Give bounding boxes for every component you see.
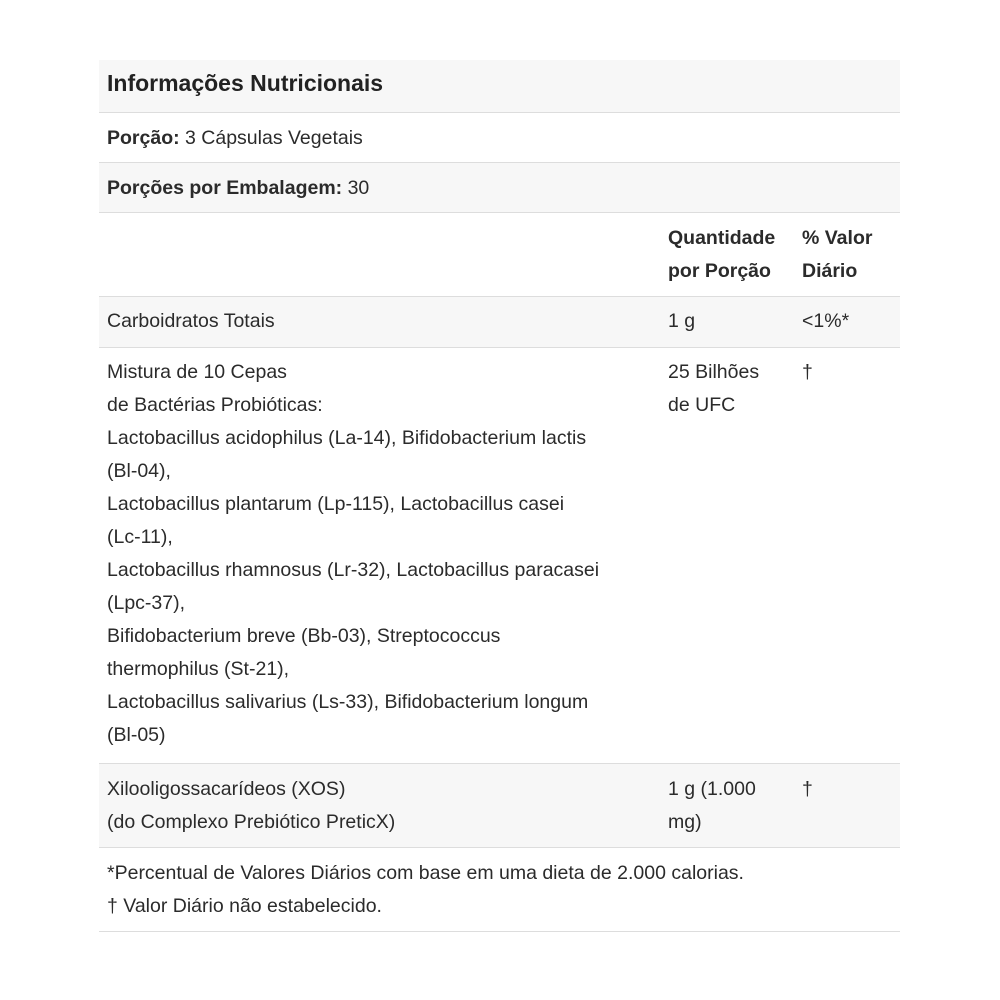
serving-size-value: 3 Cápsulas Vegetais bbox=[179, 127, 363, 149]
nutrient-name-line: Lactobacillus rhamnosus (Lr-32), Lactobacillus paracasei bbox=[107, 559, 600, 581]
nutrient-name-line: de Bactérias Probióticas: bbox=[107, 394, 323, 416]
nutrient-name bbox=[99, 305, 661, 347]
column-header-name bbox=[99, 222, 661, 296]
nutrient-name-line: (Lpc-37), bbox=[107, 592, 186, 614]
nutrient-name-line: Lactobacillus salivarius (Ls-33), Bifidobacterium longum bbox=[107, 691, 589, 713]
column-header-dv-line: % Valor bbox=[802, 227, 873, 249]
table-title: Informações Nutricionais bbox=[107, 70, 384, 96]
nutrient-name-line: Bifidobacterium breve (Bb-03), Streptococcus bbox=[107, 625, 501, 647]
nutrient-amount bbox=[661, 356, 795, 763]
column-header-amount-line: por Porção bbox=[668, 260, 771, 282]
column-header-row bbox=[99, 213, 900, 297]
footnote: † Valor Diário não estabelecido. bbox=[107, 895, 382, 917]
nutrient-name-line: (Bl-04), bbox=[107, 460, 171, 482]
serving-size-row bbox=[99, 113, 900, 163]
nutrient-name-line: (do Complexo Prebiótico PreticX) bbox=[107, 811, 396, 833]
nutrient-name-line: Carboidratos Totais bbox=[107, 310, 275, 332]
nutrient-amount-line: 1 g (1.000 bbox=[668, 778, 756, 800]
nutrient-name-line: thermophilus (St-21), bbox=[107, 658, 290, 680]
servings-per-container-label: Porções por Embalagem: bbox=[107, 177, 343, 199]
table-title-row bbox=[99, 60, 900, 113]
nutrient-row-probiotic-blend bbox=[99, 348, 900, 764]
nutrient-name-line: (Bl-05) bbox=[107, 724, 166, 746]
servings-per-container-value: 30 bbox=[342, 177, 370, 199]
footnotes bbox=[99, 848, 900, 932]
nutrient-name-line: Mistura de 10 Cepas bbox=[107, 361, 287, 383]
serving-size-label: Porção: bbox=[107, 127, 180, 149]
nutrient-name-line: Xilooligossacarídeos (XOS) bbox=[107, 778, 346, 800]
nutrient-daily-value: † bbox=[802, 361, 813, 383]
nutrient-daily-value: † bbox=[802, 778, 813, 800]
nutrient-name-line: (Lc-11), bbox=[107, 526, 173, 548]
column-header-dv-line: Diário bbox=[802, 260, 858, 282]
nutrient-amount-line: 1 g bbox=[668, 310, 696, 332]
nutrient-amount-line: 25 Bilhões bbox=[668, 361, 760, 383]
nutrient-name-line: Lactobacillus acidophilus (La-14), Bifidobacterium lactis bbox=[107, 427, 587, 449]
column-header-daily-value bbox=[795, 222, 900, 296]
nutrient-name bbox=[99, 773, 661, 847]
column-header-amount-line: Quantidade bbox=[668, 227, 776, 249]
nutrient-row-xos bbox=[99, 764, 900, 848]
nutrient-amount bbox=[661, 305, 795, 347]
footnote: *Percentual de Valores Diários com base em uma dieta de 2.000 calorias. bbox=[107, 862, 744, 884]
column-header-amount bbox=[661, 222, 795, 296]
nutrient-amount-line: mg) bbox=[668, 811, 702, 833]
nutrient-row-carbohydrates bbox=[99, 297, 900, 348]
nutrient-amount bbox=[661, 773, 795, 847]
nutrient-name bbox=[99, 356, 661, 763]
nutrient-amount-line: de UFC bbox=[668, 394, 736, 416]
nutrient-name-line: Lactobacillus plantarum (Lp-115), Lactobacillus casei bbox=[107, 493, 565, 515]
servings-per-container-row bbox=[99, 163, 900, 213]
nutrition-facts-table bbox=[99, 60, 900, 932]
nutrient-daily-value: <1%* bbox=[802, 310, 850, 332]
